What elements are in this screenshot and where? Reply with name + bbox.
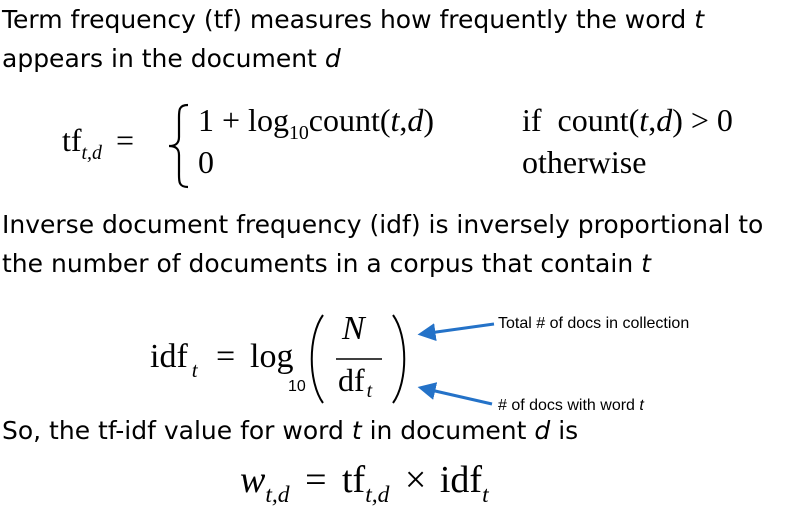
tf-case-2: 0	[198, 144, 214, 180]
tf-lhs-subscript: t,d	[81, 142, 102, 164]
annotation-var-t: t	[639, 397, 644, 414]
tf-description-text-2: appears in the document	[2, 44, 325, 73]
var-t: t	[641, 249, 651, 278]
case1-log-base: 10	[288, 122, 309, 144]
tf-case-1	[198, 102, 435, 144]
idf-numerator: N	[342, 310, 365, 347]
tf-lhs	[62, 122, 134, 164]
w-subscript: t,d	[265, 482, 290, 508]
annotation-arrows	[408, 318, 504, 412]
idf-subscript: t	[482, 482, 489, 508]
var-t: t	[694, 5, 704, 34]
tfidf-text-1: So, the tf-idf value for word	[2, 416, 352, 445]
cond1-comma: ,	[648, 102, 657, 138]
tf-condition-2: otherwise	[522, 144, 647, 180]
var-d: d	[324, 44, 341, 73]
arrow-to-denominator	[422, 388, 492, 404]
w-symbol: w	[240, 459, 266, 501]
left-paren-icon	[304, 312, 326, 406]
idf-denominator-text: df	[338, 362, 365, 398]
fraction-bar	[336, 357, 384, 361]
times-symbol: ×	[404, 459, 427, 501]
case1-comma: ,	[399, 102, 408, 138]
final-equals: =	[305, 459, 327, 501]
annotation-docs-with-word-text: # of docs with word	[498, 397, 640, 414]
case1-log: log	[248, 102, 289, 138]
idf-lhs-text: idf	[150, 338, 188, 375]
tf-lhs-text: tf	[62, 122, 82, 158]
cond1-close: ) > 0	[672, 102, 733, 138]
var-d: d	[534, 416, 551, 445]
tfidf-formula	[240, 458, 489, 508]
idf-description-text-2: the number of documents in a corpus that contain	[2, 249, 642, 278]
idf-denominator	[338, 362, 373, 402]
tf-condition-1	[522, 102, 733, 139]
tf-description-line-1	[2, 0, 704, 39]
tf-subscript: t,d	[365, 482, 390, 508]
case1-var-t: t	[390, 102, 400, 138]
arrow-to-numerator	[422, 324, 494, 334]
cond1-var-t: t	[639, 102, 649, 138]
left-brace-icon	[166, 103, 192, 189]
annotation-total-docs: Total # of docs in collection	[498, 315, 690, 332]
case1-one-plus: 1 +	[198, 102, 249, 138]
case1-count: count(	[308, 102, 391, 138]
idf-log-base: 10	[288, 378, 306, 395]
idf-equals: =	[216, 338, 236, 375]
idf-symbol: idf	[439, 459, 483, 501]
tf-symbol: tf	[342, 459, 366, 501]
idf-lhs	[150, 338, 198, 382]
case1-close: )	[423, 102, 435, 138]
tfidf-description	[2, 411, 578, 450]
idf-description-line-2	[2, 244, 651, 283]
idf-lhs-subscript: t	[191, 358, 198, 382]
case1-var-d: d	[407, 102, 424, 138]
cond1-count: count(	[557, 102, 640, 138]
var-t: t	[351, 416, 362, 445]
tf-equals: =	[115, 122, 134, 158]
tf-description-line-2	[2, 39, 341, 78]
idf-description-line-1: Inverse document frequency (idf) is inversely proportional to	[2, 210, 764, 239]
idf-log: log	[250, 338, 294, 375]
tf-description-text: Term frequency (tf) measures how frequently the word	[2, 5, 695, 34]
cond1-if: if	[522, 102, 542, 138]
cond1-var-d: d	[656, 102, 673, 138]
tfidf-text-2: in document	[361, 416, 535, 445]
idf-denominator-subscript: t	[366, 380, 373, 402]
tfidf-text-3: is	[550, 416, 579, 445]
